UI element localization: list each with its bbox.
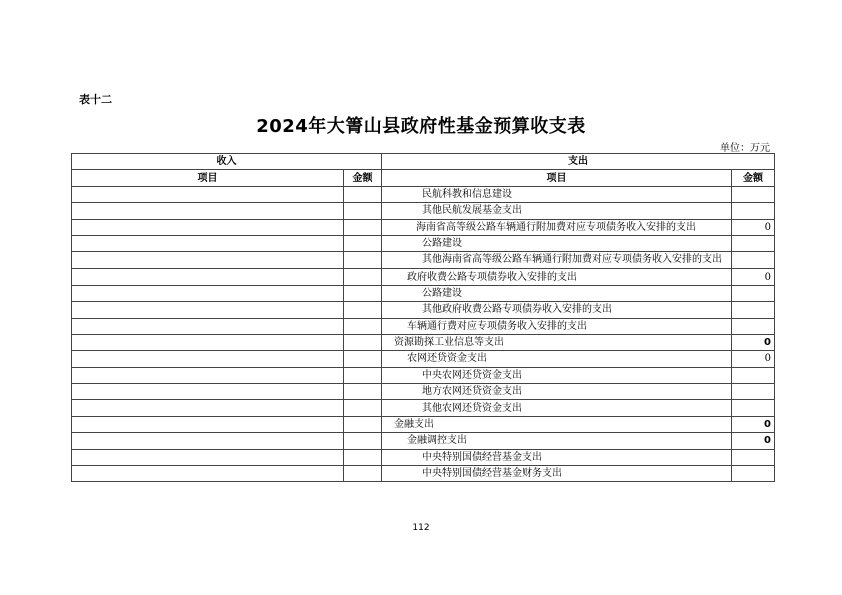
expense-amount-cell: 0 xyxy=(732,416,775,432)
expense-item-cell: 资源勘探工业信息等支出 xyxy=(382,334,732,350)
income-amount-cell xyxy=(344,466,382,482)
table-row xyxy=(72,449,775,465)
page-title: 2024年大箐山县政府性基金预算收支表 xyxy=(256,116,586,137)
income-amount-cell xyxy=(344,433,382,449)
expense-item-cell: 其他民航发展基金支出 xyxy=(382,203,732,219)
expense-amount-cell xyxy=(732,203,775,219)
table-row xyxy=(72,219,775,235)
expense-amount-header: 金额 xyxy=(732,170,775,186)
income-amount-cell xyxy=(344,400,382,416)
expense-item-header: 项目 xyxy=(382,170,732,186)
expense-amount-cell xyxy=(732,285,775,301)
income-item-cell xyxy=(72,449,344,465)
table-row xyxy=(72,433,775,449)
expense-amount-cell: 0 xyxy=(732,269,775,285)
income-item-cell xyxy=(72,433,344,449)
expense-amount-cell: 0 xyxy=(732,351,775,367)
expense-item-cell: 其他农网还贷资金支出 xyxy=(382,400,732,416)
expense-item-cell: 金融调控支出 xyxy=(382,433,732,449)
income-amount-cell xyxy=(344,334,382,350)
page-number: 112 xyxy=(412,523,430,533)
income-amount-cell xyxy=(344,252,382,269)
income-item-cell xyxy=(72,384,344,400)
table-body xyxy=(72,186,775,482)
expense-amount-cell: 0 xyxy=(732,334,775,350)
expense-amount-cell xyxy=(732,384,775,400)
table-row xyxy=(72,235,775,251)
income-item-cell xyxy=(72,334,344,350)
expense-amount-cell xyxy=(732,466,775,482)
income-amount-cell xyxy=(344,302,382,318)
income-amount-cell xyxy=(344,449,382,465)
unit-label: 单位：万元 xyxy=(720,143,770,154)
income-amount-cell xyxy=(344,318,382,334)
table-row xyxy=(72,318,775,334)
expense-item-cell: 中央特别国债经营基金财务支出 xyxy=(382,466,732,482)
expense-item-cell: 公路建设 xyxy=(382,285,732,301)
income-amount-cell xyxy=(344,219,382,235)
income-item-cell xyxy=(72,285,344,301)
table-row xyxy=(72,351,775,367)
expense-amount-cell xyxy=(732,400,775,416)
expense-item-cell: 政府收费公路专项债券收入安排的支出 xyxy=(382,269,732,285)
expense-item-cell: 金融支出 xyxy=(382,416,732,432)
budget-table xyxy=(71,153,775,482)
income-item-cell xyxy=(72,416,344,432)
expense-item-cell: 海南省高等级公路车辆通行附加费对应专项债务收入安排的支出 xyxy=(382,219,732,235)
table-row xyxy=(72,400,775,416)
income-item-cell xyxy=(72,400,344,416)
income-item-cell xyxy=(72,186,344,202)
table-row xyxy=(72,367,775,383)
income-item-cell xyxy=(72,219,344,235)
income-item-cell xyxy=(72,252,344,269)
table-row xyxy=(72,186,775,202)
income-amount-cell xyxy=(344,416,382,432)
income-item-cell xyxy=(72,269,344,285)
table-row xyxy=(72,334,775,350)
expense-item-cell: 其他政府收费公路专项债券收入安排的支出 xyxy=(382,302,732,318)
income-amount-cell xyxy=(344,285,382,301)
income-amount-header: 金额 xyxy=(344,170,382,186)
expense-amount-cell xyxy=(732,235,775,251)
expense-header: 支出 xyxy=(382,154,775,170)
income-amount-cell xyxy=(344,351,382,367)
expense-item-cell: 民航科教和信息建设 xyxy=(382,186,732,202)
table-row xyxy=(72,203,775,219)
table-row xyxy=(72,285,775,301)
expense-amount-cell xyxy=(732,252,775,269)
table-row xyxy=(72,302,775,318)
income-amount-cell xyxy=(344,384,382,400)
income-amount-cell xyxy=(344,269,382,285)
expense-amount-cell xyxy=(732,318,775,334)
table-row xyxy=(72,416,775,432)
expense-item-cell: 中央农网还贷资金支出 xyxy=(382,367,732,383)
table-row xyxy=(72,269,775,285)
expense-item-cell: 农网还贷资金支出 xyxy=(382,351,732,367)
income-header: 收入 xyxy=(72,154,382,170)
expense-amount-cell xyxy=(732,302,775,318)
expense-amount-cell xyxy=(732,367,775,383)
income-item-cell xyxy=(72,203,344,219)
table-row xyxy=(72,384,775,400)
expense-item-cell: 车辆通行费对应专项债务收入安排的支出 xyxy=(382,318,732,334)
header-row-top xyxy=(72,154,775,170)
income-amount-cell xyxy=(344,203,382,219)
header-row-columns xyxy=(72,170,775,186)
income-item-cell xyxy=(72,466,344,482)
income-item-header: 项目 xyxy=(72,170,344,186)
table-row xyxy=(72,466,775,482)
expense-amount-cell: 0 xyxy=(732,433,775,449)
income-amount-cell xyxy=(344,235,382,251)
expense-amount-cell: 0 xyxy=(732,219,775,235)
table-number-label: 表十二 xyxy=(79,93,112,106)
table-row xyxy=(72,252,775,269)
expense-item-cell: 地方农网还贷资金支出 xyxy=(382,384,732,400)
expense-amount-cell xyxy=(732,186,775,202)
income-amount-cell xyxy=(344,367,382,383)
income-item-cell xyxy=(72,235,344,251)
income-item-cell xyxy=(72,318,344,334)
expense-item-cell: 其他海南省高等级公路车辆通行附加费对应专项债务收入安排的支出 xyxy=(382,252,732,269)
income-item-cell xyxy=(72,302,344,318)
expense-item-cell: 公路建设 xyxy=(382,235,732,251)
income-amount-cell xyxy=(344,186,382,202)
expense-amount-cell xyxy=(732,449,775,465)
income-item-cell xyxy=(72,351,344,367)
expense-item-cell: 中央特别国债经营基金支出 xyxy=(382,449,732,465)
income-item-cell xyxy=(72,367,344,383)
